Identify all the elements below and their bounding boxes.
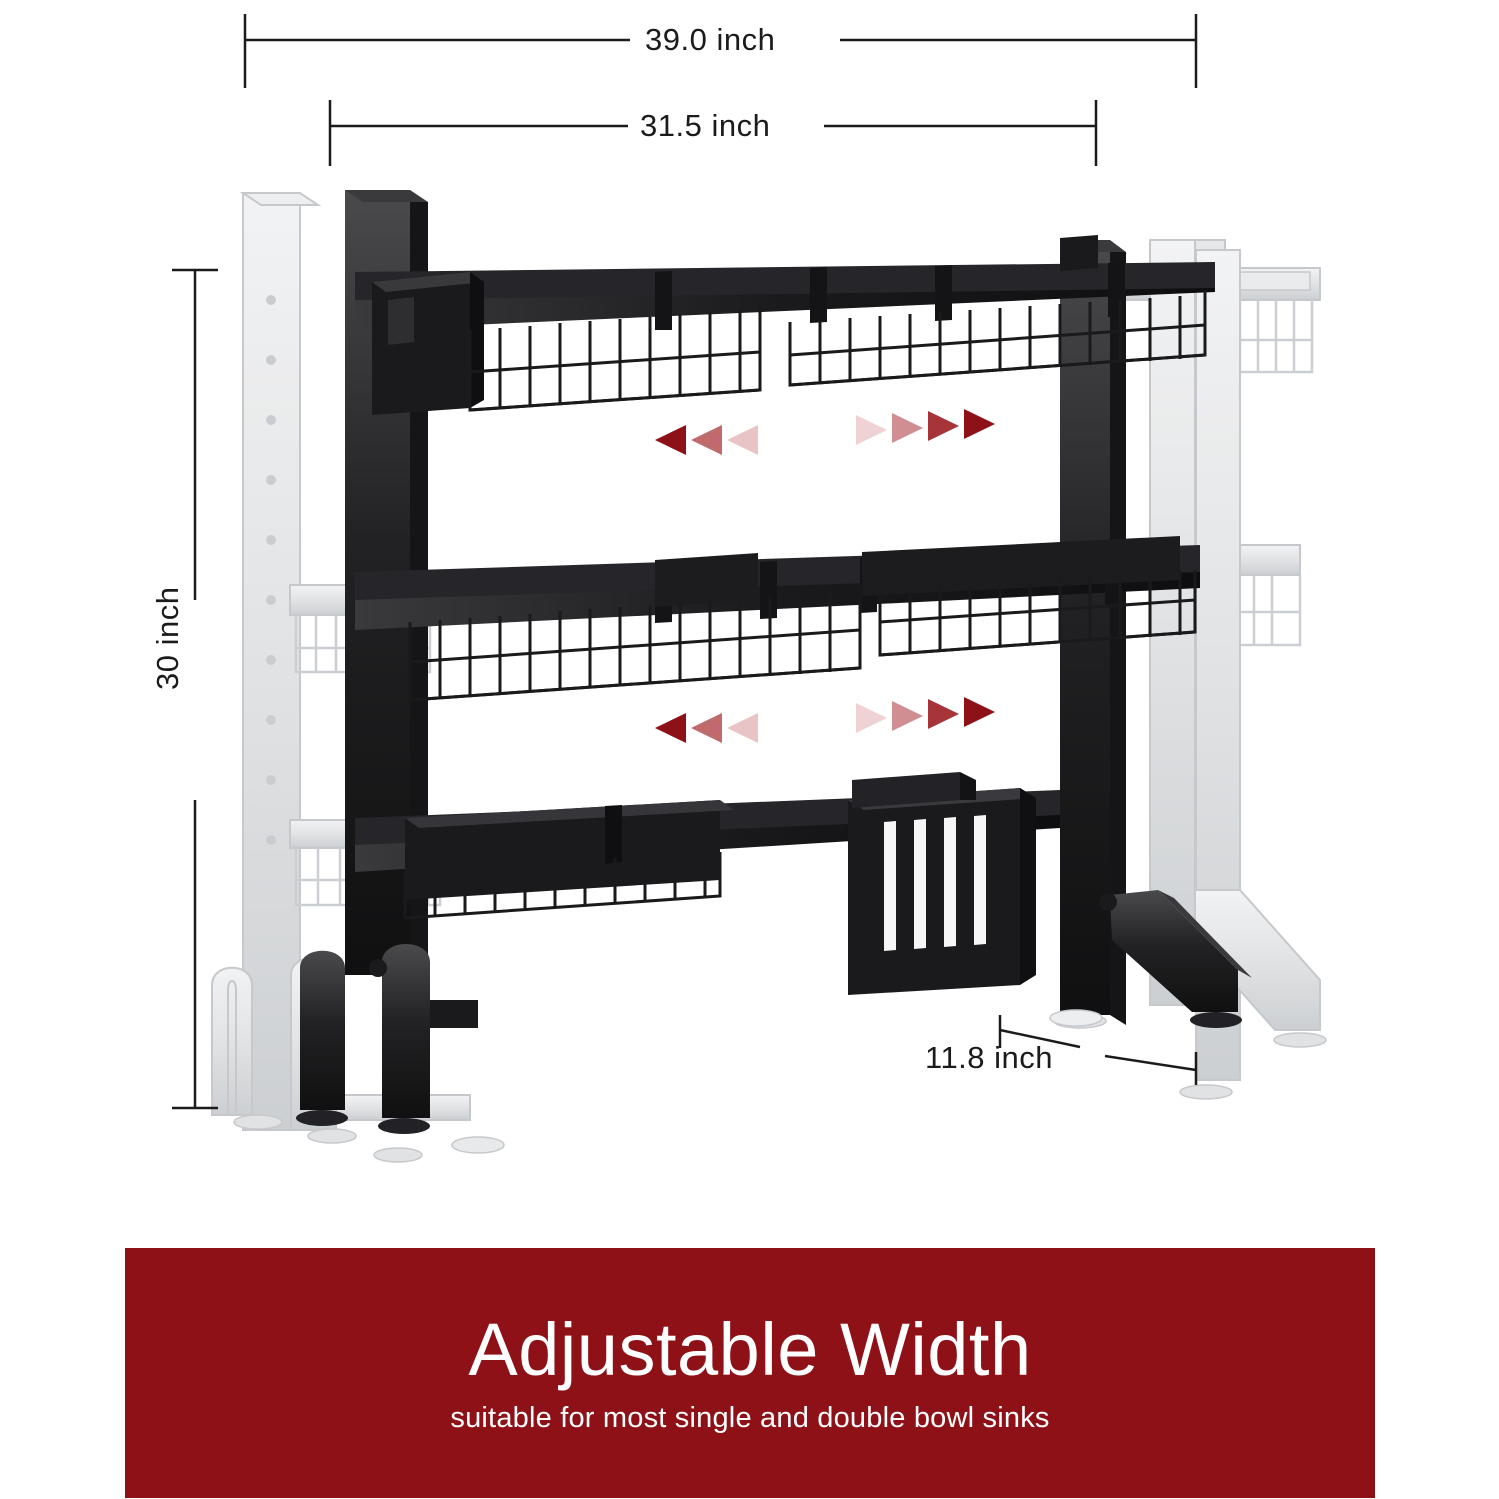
dimension-inner-width-label: 31.5 inch — [640, 108, 771, 143]
feature-banner — [125, 1248, 1375, 1498]
banner-subtitle: suitable for most single and double bowl sinks — [450, 1402, 1050, 1435]
dimension-height-label: 30 inch — [150, 586, 185, 690]
dimension-depth-label: 11.8 inch — [925, 1040, 1054, 1075]
dimension-total-width-label: 39.0 inch — [645, 22, 776, 57]
banner-title: Adjustable Width — [468, 1307, 1032, 1391]
